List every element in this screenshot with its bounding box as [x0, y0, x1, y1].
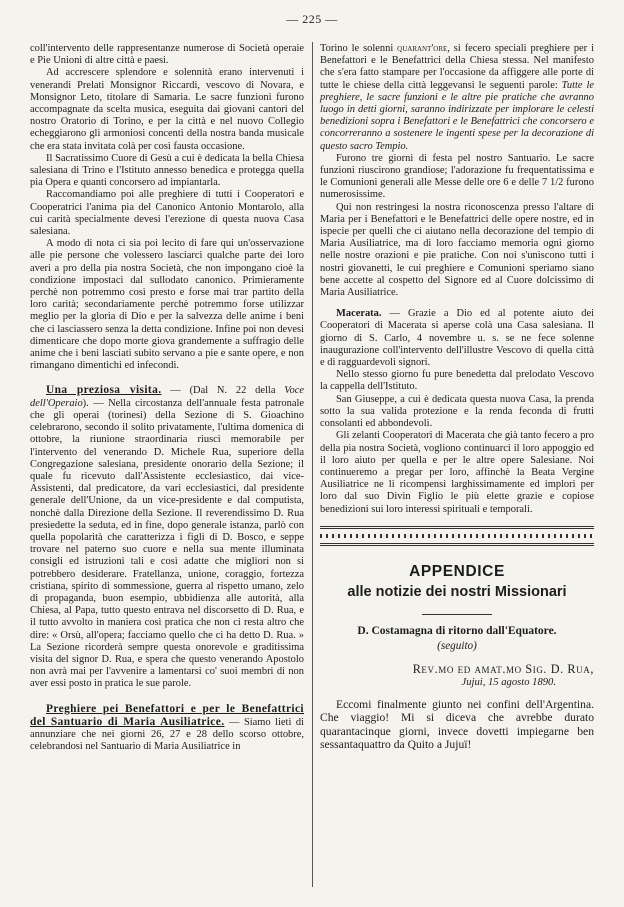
paragraph: Furono tre giorni di festa pel nostro Santuario. Le sacre funzioni riuscirono grandiose; l'adorazione fu frequentatissima e le Comunioni generali alle Messe delle ore 6 e delle 7 1/2 furono numerosissime.: [320, 152, 594, 201]
appendix-title: APPENDICE: [409, 562, 505, 580]
short-rule: [422, 614, 492, 615]
text-run: , si fecero speciali preghiere per i Benefattori e le Benefattrici della Chiesa stessa. Nel manifesto che s'era fatto stampare per l'occasione da affiggere alle porte di tutte le chiese della città leggevansi le seguenti parole:: [320, 43, 594, 91]
source-note: — (Dal N. 22 della: [161, 385, 285, 397]
left-column: [30, 43, 304, 753]
right-column: [320, 43, 594, 751]
section-preghiere: [30, 703, 304, 754]
paragraph: Nello stesso giorno fu pure benedetta dal prelodato Vescovo la cappella dell'Istituto.: [320, 369, 594, 393]
section-title: Preghiere pei Benefattori e per le Benefattrici del Santuario di Maria Ausiliatrice.: [30, 702, 304, 728]
section-text: — Siamo lieti di annunziare che nei giorni 26, 27 e 28 dello scorso ottobre, celebrandosi nel Santuario di Maria Ausiliatrice in: [30, 716, 304, 753]
manifesto-quote: Tutte le preghiere, le sacre funzioni e le altre pie pratiche che avranno luogo in detti giorni, saranno indirizzate per implorare le celesti benedizioni sopra i Benefattori e le Benefattrici che concorsero e concorreranno a sostenere le ingenti spese per la decorazione di questo sacro Tempio.: [320, 79, 594, 152]
appendix-subtitle: alle notizie dei nostri Missionari: [347, 583, 567, 600]
paragraph: San Giuseppe, a cui è dedicata questa nuova Casa, la prenda sotto la sua valida protezione e la renda feconda di frutti consolanti ed abbondevoli.: [320, 393, 594, 430]
paragraph: Gli zelanti Cooperatori di Macerata che già tanto fecero a pro della pia nostra Società, vogliono continuarci il loro appoggio ed il loro aiuto per quella e per le altre opere Salesiane. Noi continueremo a pregar per loro, affinchè la Beata Vergine Ausiliatrice ne li ricompensi larghissimamente ed implori per loro dal suo Divin Figlio le più elette grazie e copiose benedizioni sui loro interessi spirituali e temporali.: [320, 430, 594, 515]
letter-paragraph: Eccomi finalmente giunto nei confini dell'Argentina. Che viaggio! Mi si diceva che avrebbe durato quarantacinque giorni, invece dovetti impiegarne ben sessantaquattro da Quito a Jujuï!: [320, 697, 594, 751]
page-number: — 225 —: [286, 12, 338, 26]
section-text: — Grazie a Dio ed al potente aiuto dei Cooperatori di Macerata si aperse colà una Casa salesiana. Il giorno di S. Carlo, 4 novembre u. s. se ne fece solenne inaugurazione coll'intervento dell'illustre Vescovo di quella città e di ragguardevoli signori.: [320, 308, 594, 369]
paragraph: coll'intervento delle rappresentanze numerose di Società operaie e Pie Unioni di altre città e paesi.: [30, 43, 304, 67]
letter-salutation: Rev.mo ed amat.mo Sig. D. Rua,: [412, 661, 594, 676]
section-text: ). — Nella circostanza dell'annuale festa patronale che gli operai (torinesi) della Sezione di S. Gioachino celebrarono, secondo il solito privatamente, l'ultima domenica di ottobre, la riunione straordinaria riuscì memorabile per l'intervento del venerando D. Michele Rua, superiore della Congregazione salesiana, presidente onorario della Sezione; il quale fu ricevuto dall'Assistente ecclesiastico, dai vice-Assistenti, dal predicatore, da vari ecclesiastici, dal presidente generale dell'Unione, da un vice-presidente e dal computista, nonchè dalla Direzione della Sezione. Il reverendissimo D. Rua presiedette la seduta, ed in fine, dopo generale istanza, parlò con quella popolarità che caratterizza i figli di D. Bosco, e seppe trovare nel paterno suo cuore e nella sua mente illuminata consigli ed istruzioni tali e così adatte che migliori non si potrebbero desiderare. Fratellanza, unione, coraggio, fortezza cristiana, spirito di sommessione, guerra al rispetto umano, zelo di propaganda, buon esempio, ubbidienza alle autorità, alla Chiesa, al Papa, tutto questo entrava nel discorsetto di D. Rua, e il tutto avvolto in maniera così pratica che non ci resta altro che dire: « Orsù, all'opera; facciamo quello che ci ha detto D. Rua. » La Sezione ricorderà sempre questa onorevole e graditissima visita del signor D. Rua, e spera che questo venerando Apostolo non avrà mai per l'avvenire a lamentarsi co' suoi membri di non aver essi posto in pratica le sue parole.: [30, 397, 304, 690]
section-macerata: [320, 308, 594, 369]
article-title: D. Costamagna di ritorno dall'Equatore.: [357, 625, 557, 638]
paragraph: Ad accrescere splendore e solennità erano intervenuti i venerandi Prelati Monsignor Riccardi, vescovo di Novara, e Monsignor Leto, titolare di Samaria. Le sacre funzioni furono accompagnate da scelta musica, eseguita dai giovani cantori del nostro Oratorio di Torino, e per la città e nel nuovo Collegio echeggiarono gli armoniosi concenti della nostra banda musicale che era stata invitata colà per così fausta occasione.: [30, 67, 304, 152]
section-una-preziosa-visita: [30, 384, 304, 690]
column-divider: [312, 42, 313, 887]
text-run: Torino le solenni: [320, 43, 398, 54]
source-publication: Voce dell'Operaio: [30, 385, 304, 409]
article-subtitle: (seguito): [437, 640, 477, 653]
paragraph: Raccomandiamo poi alle preghiere di tutti i Cooperatori e Cooperatrici l'anima pia del Canonico Antonio Montarolo, alla cui carità specialmente devesi l'erezione di questa nuova Casa salesiana.: [30, 189, 304, 238]
section-title: Una preziosa visita.: [46, 384, 162, 397]
ornamental-divider: [320, 526, 594, 546]
paragraph: A modo di nota ci sia poi lecito di fare qui un'osservazione alle pie persone che volessero lasciarci qualche parte dei loro averi a pro della pia nostra Società, che non impongano cioè la condizione impostaci dal sullodato canonico. Primieramente perchè non potremmo così presto e forse mai trar partito della loro carità; secondariamente perchè potremmo forse utilizzar meglio per la gloria di Dio e per la salvezza delle anime i beni che ci lasciassero senza la detta condizione. Infine poi non devesi dimenticare che dopo morte giova grandemente a suffragio delle anime che i beni lasciati subito servano a pie e sante opere, e non rimangano dimentichi ed infecondi.: [30, 238, 304, 372]
paragraph: Qui non restringesi la nostra riconoscenza presso l'altare di Maria per i Benefattori e le Benefattrici delle opere nostre, ed in ispecie per quelli che ci aiutano nella decorazione del tempio di Maria Ausiliatrice, ma di loro facciamo memoria ogni giorno nelle nostre orazioni e pie pratiche. Con noi s'uniscono tutti i nostri giovanetti, le cui preghiere e Comunioni speriamo siano bene accette al cospetto del Signore ed al Cuore dolcissimo di Maria Ausiliatrice.: [320, 201, 594, 299]
section-title: Macerata.: [336, 308, 382, 320]
paragraph: Il Sacratissimo Cuore di Gesù a cui è dedicata la bella Chiesa salesiana di Trino e l'Istituto annesso benedica e protegga quella pia Opera e quanti concorsero ad impiantarla.: [30, 152, 304, 189]
paragraph: [320, 43, 594, 153]
letter-dateline: Jujui, 15 agosto 1890.: [461, 676, 556, 688]
text-run: quarant'ore: [397, 43, 448, 54]
